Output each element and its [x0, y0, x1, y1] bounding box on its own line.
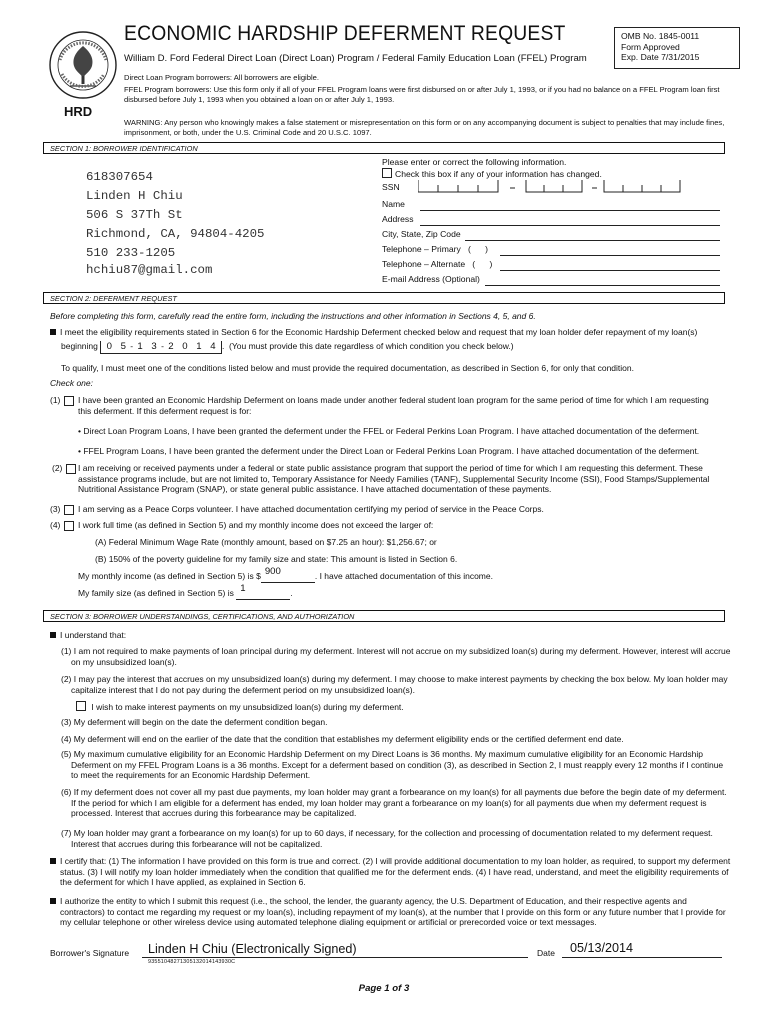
ffel-note: FFEL Program borrowers: Use this form only if all of your FFEL Program loans were first disbursed on or after July 1, 1993, or if you had no balance on a FFEL Program loan first disbursed before July 1, 1993 when you obtained a loan on or after July 1, 1993.	[124, 85, 720, 104]
condition-3-text: I am serving as a Peace Corps volunteer. I have attached documentation certifying my period of service in the Peace Corps.	[78, 504, 544, 514]
signature-input[interactable]	[142, 941, 528, 958]
omb-number: OMB No. 1845-0011	[621, 31, 700, 41]
family-size-label: My family size (as defined in Section 5) is	[78, 588, 234, 598]
omb-exp-date: Exp. Date 7/31/2015	[621, 52, 700, 63]
info-changed-label: Check this box if any of your information has changed.	[395, 169, 602, 179]
city-input[interactable]	[465, 229, 720, 241]
email-input[interactable]	[485, 274, 720, 286]
ssn-boxes	[418, 179, 718, 193]
date-digit: 1	[137, 341, 143, 352]
interest-payment-checkbox[interactable]	[76, 701, 86, 711]
condition-2-text: I am receiving or received payments under a federal or state public assistance program that support the period of time for which I am requesting this deferment. These assistance programs include, but are not limited to, Temporary Assistance for Needy Families (TANF), Supplemental Security Income (SSI), Food Stamps/Supplemental Nutritional Assistance Program (SNAP), or state general public assistance. I have attached documentation of these payments.	[78, 463, 710, 495]
income-attached: . I have attached documentation of this income.	[314, 571, 493, 581]
condition-1-number: (1)	[50, 395, 61, 405]
tel-primary-input[interactable]	[500, 244, 720, 256]
authorization-text	[50, 896, 732, 928]
section1-instruction: Please enter or correct the following information.	[382, 157, 567, 167]
condition-1b-label: FFEL Program Loans, I have been granted the deferment under the Direct Loan or Federal Perkins Loan Program. I have attached documentation of the deferment.	[83, 446, 700, 456]
name-label: Name	[382, 199, 405, 209]
bullet-square	[50, 329, 56, 335]
begin-date-row: beginning 0 5 - 1 3 - 2 0 1 4 . (You must provide this date regardless of which condition you check below.)	[61, 341, 514, 352]
borrower-ssn: 618307654	[86, 170, 153, 184]
interest-payment-label: I wish to make interest payments on my unsubsidized loan(s) during my deferment.	[91, 702, 404, 712]
ssn-input[interactable]	[418, 179, 718, 193]
info-changed-row	[382, 168, 602, 179]
signature-label: Borrower's Signature	[50, 948, 130, 958]
condition-1-checkbox[interactable]	[64, 396, 74, 406]
income-label: My monthly income (as defined in Section 5) is $	[78, 571, 261, 581]
signature-code: 93551048271305132014143930C	[148, 959, 236, 965]
understanding-item-6: (6) If my deferment does not cover all my past due payments, my loan holder may grant a forbearance on my loan(s) for all payments due before the begin date of my deferment. If the period for which I am eligible for a deferment has ended, my loan holder may grant a forbearance on my loan(s) for all payments due when my deferment request is processed. Interest that accrues during this forbearance may be capitalized.	[61, 787, 727, 819]
understand-label: I understand that:	[60, 630, 127, 640]
address-label: Address	[382, 214, 414, 224]
condition-2-number: (2)	[52, 463, 63, 473]
understanding-item-3: (3) My deferment will begin on the date the deferment condition began.	[61, 717, 328, 727]
omb-approved: Form Approved	[621, 41, 680, 52]
condition-2-checkbox[interactable]	[66, 464, 76, 474]
tel-alternate-label: Telephone – Alternate ( )	[382, 259, 493, 269]
condition-4a-text: (A) Federal Minimum Wage Rate (monthly amount, based on $7.25 an hour): $1,256.67; or	[95, 537, 437, 547]
tel-primary-text: Telephone – Primary	[382, 244, 461, 254]
date-digit: 0	[182, 341, 188, 352]
direct-loan-note: Direct Loan Program borrowers: All borrowers are eligible.	[124, 73, 319, 82]
borrower-city: Richmond, CA, 94804-4205	[86, 227, 265, 241]
omb-box	[614, 27, 740, 69]
bullet-square	[50, 898, 56, 904]
condition-1-text: I have been granted an Economic Hardship Deferment on loans made under another federal student loan program for the same period of time for which I am requesting this deferment. If this deferment request is for:	[78, 395, 709, 416]
ssn-label: SSN	[382, 182, 400, 192]
condition-4b-text: (B) 150% of the poverty guideline for my family size and state: This amount is listed in Section 6.	[95, 554, 458, 564]
check-one-label: Check one:	[50, 378, 93, 388]
borrower-identification-block	[86, 168, 264, 263]
section3-heading: SECTION 3: BORROWER UNDERSTANDINGS, CERTIFICATIONS, AND AUTHORIZATION	[43, 610, 725, 622]
income-row	[78, 566, 493, 583]
borrower-name: Linden H Chiu	[86, 189, 183, 203]
info-changed-checkbox[interactable]	[382, 168, 392, 178]
borrower-phone: 510 233-1205	[86, 246, 176, 260]
address-input[interactable]	[420, 214, 720, 226]
understanding-item-2: (2) I may pay the interest that accrues on my unsubsidized loan(s) during my deferment. I may choose to make interest payments by checking the box below. My loan holder may capitalize interest that I do not pay during the deferment period on my unsubsidized loan(s).	[61, 674, 728, 695]
form-title: ECONOMIC HARDSHIP DEFERMENT REQUEST	[124, 22, 566, 45]
tel-alternate-input[interactable]	[500, 259, 720, 271]
email-label: E-mail Address (Optional)	[382, 274, 480, 284]
bullet-square	[50, 632, 56, 638]
understanding-item-7: (7) My loan holder may grant a forbearance on my loan(s) for up to 60 days, if necessary, for the collection and processing of documentation related to my deferment request. Interest that accrues during this forbearance will not be capitalized.	[61, 828, 713, 849]
family-size-value: 1	[240, 583, 246, 594]
city-label: City, State, Zip Code	[382, 229, 461, 239]
understanding-item-5: (5) My maximum cumulative eligibility for an Economic Hardship Deferment on my Direct Loans is 36 months. My maximum cumulative eligibility for an Economic Hardship Deferment on my FFEL Program Loans is a 36 months. Except for a deferment based on condition (3), as described in Section 2, I must reapply every 12 months if I continue to meet the requirements for an Economic Hardship Deferment.	[61, 749, 724, 781]
date-digit: 2	[168, 341, 174, 352]
bullet-square	[50, 858, 56, 864]
signature-date-input[interactable]	[562, 940, 722, 958]
date-digit: 3	[151, 341, 157, 352]
condition-4-number: (4)	[50, 520, 61, 530]
condition-1b-text: • FFEL Program Loans, I have been granted the deferment under the Direct Loan or Federal Perkins Loan Program. I have attached documentation of the deferment.	[78, 446, 700, 456]
certification-text	[50, 856, 732, 888]
family-size-row: My family size (as defined in Section 5) is 1 .	[78, 583, 293, 598]
understand-heading	[50, 630, 126, 641]
eligibility-text: I meet the eligibility requirements stated in Section 6 for the Economic Hardship Deferment checked below and request that my loan holder defer repayment of my loan(s)	[60, 327, 698, 337]
qualify-text: To qualify, I must meet one of the conditions listed below and must provide the required documentation, as described in Section 6, for only that condition.	[61, 363, 634, 373]
condition-1a-text: • Direct Loan Program Loans, I have been granted the deferment under the FFEL or Federal Perkins Loan Program. I have attached documentation of the deferment.	[78, 426, 700, 436]
date-digit: 1	[196, 341, 202, 352]
income-input[interactable]	[261, 566, 315, 583]
understanding-item-4: (4) My deferment will end on the earlier of the date that the condition that establishes my deferment eligibility ends or the certified deferment end date.	[61, 734, 624, 744]
certification-label: I certify that: (1) The information I have provided on this form is true and correct. (2) I will provide additional documentation to my loan holder, as required, to support my deferment status. (3) I will notify my loan holder immediately when the condition that qualified me for the deferment ends. (4) I have read, understand, and meet the eligibility requirements of the deferment for which I have applied, as explained in Section 6.	[60, 856, 731, 888]
section1-heading: SECTION 1: BORROWER IDENTIFICATION	[43, 142, 725, 154]
date-digit: 5	[120, 341, 126, 352]
tel-primary-label: Telephone – Primary ( )	[382, 244, 489, 254]
condition-3-number: (3)	[50, 504, 61, 514]
department-seal-logo	[48, 30, 118, 100]
date-digit: 4	[210, 341, 216, 352]
beginning-label: beginning	[61, 341, 98, 351]
hrd-code: HRD	[64, 104, 93, 119]
name-input[interactable]	[420, 199, 720, 211]
date-label: Date	[537, 948, 555, 958]
borrower-email: hchiu87@gmail.com	[86, 263, 213, 277]
date-note: (You must provide this date regardless of which condition you check below.)	[229, 341, 514, 351]
condition-4-checkbox[interactable]	[64, 521, 74, 531]
authorization-label: I authorize the entity to which I submit this request (i.e., the school, the lender, the guaranty agency, the U.S. Department of Education, and their respective agents and contractors) to contact me regarding my request or my loan(s), including repayment of my loan(s), at the number that I provide on this form or any future number that I provide for my cellular telephone or other wireless device using automated telephone dialing equipment or artificial or prerecorded voice or text messages.	[60, 896, 726, 928]
condition-1a-label: Direct Loan Program Loans, I have been granted the deferment under the FFEL or Federal Perkins Loan Program. I have attached documentation of the deferment.	[83, 426, 700, 436]
date-digit: 0	[106, 341, 112, 352]
condition-3-checkbox[interactable]	[64, 505, 74, 515]
section2-intro: Before completing this form, carefully read the entire form, including the instructions and other information in Sections 4, 5, and 6.	[50, 311, 536, 321]
condition-4-text: I work full time (as defined in Section 5) and my monthly income does not exceed the larger of:	[78, 520, 434, 530]
family-size-input[interactable]	[236, 583, 290, 600]
understanding-item-1: (1) I am not required to make payments of loan principal during my deferment. Interest will not accrue on my subsidized loan(s) during my deferment. However, interest will accrue on my unsubsidized loan(s).	[61, 646, 731, 667]
signature-date-value: 05/13/2014	[570, 941, 634, 955]
form-subtitle: William D. Ford Federal Direct Loan (Direct Loan) Program / Federal Family Education Loan (FFEL) Program	[124, 53, 587, 64]
interest-option-row	[74, 701, 404, 713]
begin-date-input[interactable]: 0 5 - 1 3 - 2 0 1 4	[100, 341, 222, 354]
section2-heading: SECTION 2: DEFERMENT REQUEST	[43, 292, 725, 304]
borrower-street: 506 S 37Th St	[86, 208, 183, 222]
page-number: Page 1 of 3	[358, 983, 410, 994]
income-value: 900	[264, 566, 281, 577]
signature-value: Linden H Chiu (Electronically Signed)	[148, 942, 357, 956]
eligibility-statement	[50, 327, 720, 338]
warning-text: WARNING: Any person who knowingly makes a false statement or misrepresentation on this form or on any accompanying document is subject to penalties that may include fines, imprisonment, or both, under the U.S. Criminal Code and 20 U.S.C. 1097.	[124, 118, 725, 137]
tel-alternate-text: Telephone – Alternate	[382, 259, 466, 269]
